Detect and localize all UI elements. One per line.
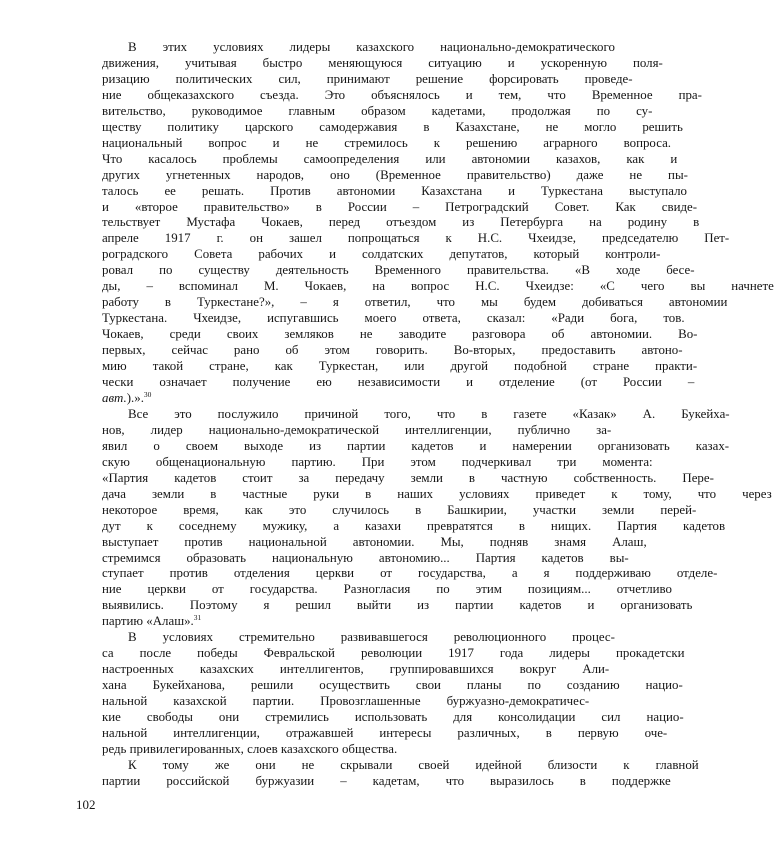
text-line: В условиях стремительно развивавшегося революционного процес-	[128, 630, 615, 645]
text-line: ды, – вспоминал М. Чокаев, на вопрос Н.С. Чхеидзе: «С чего вы начнете	[102, 279, 774, 294]
text-line: нов, лидер национально-демократической интеллигенции, публично за-	[102, 422, 612, 437]
text-line: кие свободы они стремились использовать для консолидации сил нацио-	[102, 710, 684, 725]
text-line: партии российской буржуазии – кадетам, что выразилось в поддержке	[102, 773, 671, 788]
paragraph	[76, 40, 774, 407]
text-line: ризацию политических сил, принимают решение форсировать проведе-	[102, 71, 633, 86]
text-line: В этих условиях лидеры казахского национально-демократического	[128, 40, 615, 54]
text-line: чески означает получение ею независимости и отделение (от России –	[102, 375, 695, 390]
text-body	[76, 40, 774, 790]
text-line: ровал по существу деятельность Временного правительства. «В ходе бесе-	[102, 263, 695, 278]
text-line: Туркестана. Чхеидзе, испугавшись моего ответа, сказал: «Ради бога, тов.	[102, 311, 685, 326]
text-line: Что касалось проблемы самоопределения или автономии казахов, как и	[102, 151, 678, 166]
text-line: выявились. Поэтому я решил выйти из партии кадетов и организовать	[102, 598, 693, 613]
footnote-ref: 30	[143, 389, 152, 399]
paragraph	[76, 406, 772, 630]
text-line: ние общеказахского съезда. Это объяснялось и тем, что Временное пра-	[102, 87, 702, 102]
text-line: ществу политику царского самодержавия в Казахстане, не могло решить	[102, 119, 683, 134]
text-line: хана Букейханова, решили осуществить свои планы по созданию нацио-	[102, 678, 683, 693]
text-line: апреле 1917 г. он зашел попрощаться к Н.С. Чхеидзе, председателю Пет-	[102, 231, 730, 246]
text-line: Чокаев, среди своих земляков не заводите разговора об автономии. Во-	[102, 327, 698, 342]
text-line: настроенных казахских интеллигентов, группировавшихся вокруг Али-	[102, 662, 610, 677]
text-line: работу в Туркестане?», – я ответил, что мы будем добиваться автономии	[102, 295, 728, 310]
page-number: 102	[76, 797, 96, 812]
text-line: авт.).».	[102, 390, 144, 405]
text-line: первых, сейчас рано об этом говорить. Во-вторых, предоставить автоно-	[102, 343, 683, 358]
text-line-last	[76, 614, 528, 630]
text-line: движения, учитывая быстро меняющуюся ситуацию и ускоренную поля-	[102, 55, 663, 70]
text-line: дут к соседнему мужику, а казахи превратятся в нищих. Партия кадетов	[102, 518, 726, 533]
text-line: ние церкви от государства. Разногласия по этим позициям... отчетливо	[102, 582, 672, 597]
text-line: вительство, руководимое главным образом кадетами, продолжая по су-	[102, 103, 653, 118]
text-line-last	[76, 391, 528, 407]
text-line: «Партия кадетов стоит за передачу земли в частную собственность. Пере-	[102, 470, 714, 485]
text-line: скую общенациональную партию. При этом подчеркивал три момента:	[102, 454, 653, 469]
text-line: Все это послужило причиной того, что в газете «Казак» А. Букейха-	[128, 406, 730, 421]
text-line: са после победы Февральской революции 1917 года лидеры прокадетски	[102, 646, 685, 661]
text-line: роградского Совета рабочих и солдатских депутатов, который контроли-	[102, 247, 661, 262]
text-line: и «второе правительство» в России – Петроградский Совет. Как свиде-	[102, 199, 698, 214]
text-line: редь привилегированных, слоев казахского общества.	[102, 741, 398, 756]
text-line: мию такой стране, как Туркестан, или другой подобной стране практи-	[102, 359, 698, 374]
text-line: ступает против отделения церкви от государства, а я поддерживаю отделе-	[102, 566, 718, 581]
paragraph	[76, 630, 685, 758]
text-line: выступает против национальной автономии. Мы, подняв знамя Алаш,	[102, 534, 647, 549]
text-line: явил о своем выходе из партии кадетов и намерении организовать казах-	[102, 438, 730, 453]
text-line: национальный вопрос и не стремилось к решению аграрного вопроса.	[102, 135, 672, 150]
text-line: других угнетенных народов, оно (Временное правительство) даже не пы-	[102, 167, 688, 182]
text-line: талось ее решать. Против автономии Казахстана и Туркестана выступало	[102, 183, 687, 198]
text-line: стремимся образовать национальную автономию... Партия кадетов вы-	[102, 550, 629, 565]
text-line: некоторое время, как это случилось в Башкирии, участки земли перей-	[102, 502, 697, 517]
paragraph	[76, 757, 699, 790]
text-line: тельствует Мустафа Чокаев, перед отъездом из Петербурга на родину в	[102, 215, 700, 230]
text-line: партию «Алаш».	[102, 614, 194, 629]
text-line: нальной казахской партии. Провозглашенные буржуазно-демократичес-	[102, 694, 590, 709]
footnote-ref: 31	[193, 613, 202, 623]
text-line: К тому же они не скрывали своей идейной близости к главной	[128, 757, 699, 772]
text-line-last	[76, 742, 528, 758]
text-line: дача земли в частные руки в наших условиях приведет к тому, что через	[102, 486, 772, 501]
text-line: нальной интеллигенции, отражавшей интересы различных, в первую оче-	[102, 725, 668, 740]
